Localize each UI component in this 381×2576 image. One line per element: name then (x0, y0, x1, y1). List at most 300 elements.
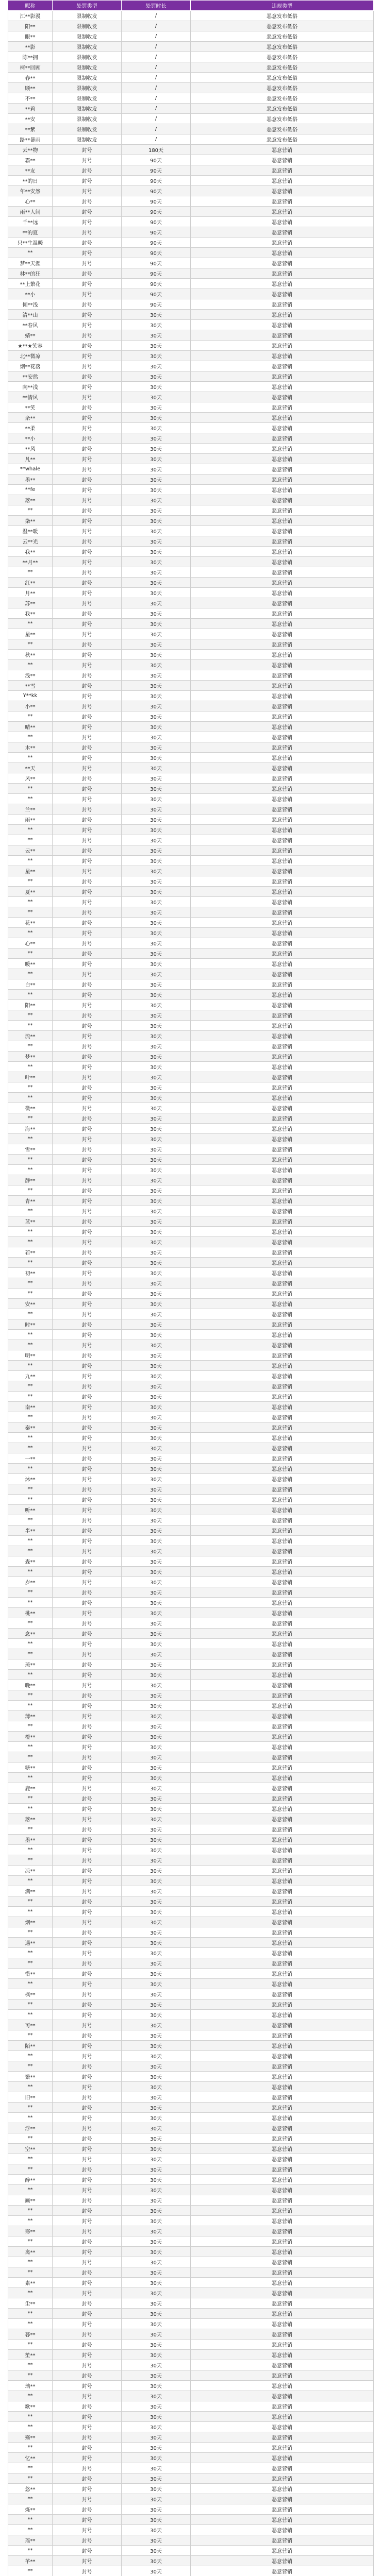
duration-cell: 90天 (122, 268, 191, 279)
punish-type-cell: 封号 (53, 794, 122, 804)
punish-type-cell: 封号 (53, 1041, 122, 1052)
punish-type-cell: 封号 (53, 1021, 122, 1031)
violation-type-cell: 恶意营销 (191, 207, 374, 217)
violation-type-cell: 恶意营销 (191, 2370, 374, 2381)
table-row (8, 2515, 374, 2525)
punish-type-cell: 封号 (53, 2113, 122, 2123)
table-row (8, 2123, 374, 2133)
punish-type-cell: 封号 (53, 423, 122, 433)
violation-type-cell: 恶意营销 (191, 557, 374, 567)
nickname-cell: ** (8, 2412, 53, 2422)
duration-cell: 30天 (122, 2525, 191, 2535)
punish-type-cell: 封号 (53, 1587, 122, 1598)
violation-type-cell: 恶意营销 (191, 753, 374, 763)
duration-cell: 90天 (122, 165, 191, 176)
punish-type-cell: 封号 (53, 1134, 122, 1144)
nickname-cell: ** (8, 1546, 53, 1556)
punish-type-cell: 封号 (53, 2247, 122, 2257)
table-row (8, 578, 374, 588)
violation-type-cell: 恶意营销 (191, 1969, 374, 1979)
nickname-cell: ** (8, 2463, 53, 2473)
duration-cell: 30天 (122, 1464, 191, 1474)
nickname-cell: ** (8, 1999, 53, 2010)
duration-cell: 30天 (122, 1824, 191, 1835)
violation-type-cell: 恶意营销 (191, 2453, 374, 2463)
punish-type-cell: 封号 (53, 887, 122, 897)
table-row (8, 2288, 374, 2298)
duration-cell: 30天 (122, 650, 191, 660)
nickname-cell: ** (8, 2030, 53, 2041)
table-row (8, 1567, 374, 1577)
duration-cell: 30天 (122, 2133, 191, 2144)
punish-type-cell: 封号 (53, 1546, 122, 1556)
duration-cell: 30天 (122, 1402, 191, 1412)
violation-type-cell: 恶意营销 (191, 2247, 374, 2257)
nickname-cell: ** (8, 2473, 53, 2484)
nickname-cell: 月** (8, 588, 53, 598)
table-row (8, 186, 374, 196)
nickname-cell: ** (8, 2319, 53, 2329)
table-row (8, 1629, 374, 1639)
nickname-cell: ** (8, 2113, 53, 2123)
duration-cell: 30天 (122, 2309, 191, 2319)
violation-type-cell: 恶意营销 (191, 1546, 374, 1556)
punish-type-cell: 封号 (53, 1824, 122, 1835)
duration-cell: 30天 (122, 1762, 191, 1773)
violation-type-cell: 恶意营销 (191, 279, 374, 289)
nickname-cell: ** (8, 2103, 53, 2113)
table-row (8, 2092, 374, 2103)
duration-cell: 30天 (122, 1144, 191, 1155)
nickname-cell: ** (8, 1979, 53, 1989)
punish-type-cell: 封号 (53, 330, 122, 341)
duration-cell: 30天 (122, 1886, 191, 1896)
nickname-cell: 花** (8, 918, 53, 928)
duration-cell: 90天 (122, 196, 191, 207)
table-row (8, 784, 374, 794)
violation-type-cell: 恶意发布低俗 (191, 21, 374, 31)
violation-type-cell: 恶意营销 (191, 1670, 374, 1680)
table-row (8, 2185, 374, 2195)
duration-cell: 30天 (122, 505, 191, 516)
violation-type-cell: 恶意营销 (191, 2103, 374, 2113)
nickname-cell: **柔 (8, 423, 53, 433)
table-row (8, 2463, 374, 2473)
punish-type-cell: 封号 (53, 176, 122, 186)
punish-type-cell: 封号 (53, 2340, 122, 2350)
table-row (8, 1381, 374, 1392)
violation-type-cell: 恶意营销 (191, 155, 374, 165)
punish-type-cell: 封号 (53, 2020, 122, 2030)
table-row (8, 1041, 374, 1052)
violation-type-cell: 恶意营销 (191, 1896, 374, 1907)
nickname-cell: ** (8, 1701, 53, 1711)
table-row (8, 691, 374, 701)
table-row (8, 1216, 374, 1227)
punish-type-cell: 封号 (53, 1783, 122, 1793)
table-row (8, 1979, 374, 1989)
violation-type-cell: 恶意营销 (191, 1598, 374, 1608)
punish-type-cell: 封号 (53, 711, 122, 722)
violation-type-cell: 恶意营销 (191, 629, 374, 639)
punish-type-cell: 封号 (53, 1062, 122, 1072)
table-row (8, 1474, 374, 1484)
violation-type-cell: 恶意营销 (191, 1196, 374, 1206)
duration-cell: 30天 (122, 2360, 191, 2370)
violation-type-cell: 恶意营销 (191, 1762, 374, 1773)
nickname-cell: 路**暴雨 (8, 134, 53, 145)
punish-type-cell: 封号 (53, 413, 122, 423)
punish-type-cell: 封号 (53, 2370, 122, 2381)
table-row (8, 1124, 374, 1134)
table-row (8, 2267, 374, 2278)
duration-cell: 30天 (122, 815, 191, 825)
table-row (8, 1598, 374, 1608)
duration-cell: 30天 (122, 1608, 191, 1618)
violation-type-cell: 恶意营销 (191, 444, 374, 454)
punish-type-cell: 封号 (53, 186, 122, 196)
nickname-cell: **小 (8, 433, 53, 444)
duration-cell: 30天 (122, 2412, 191, 2422)
violation-type-cell: 恶意营销 (191, 794, 374, 804)
nickname-cell: 寒** (8, 2226, 53, 2236)
violation-type-cell: 恶意营销 (191, 959, 374, 969)
table-body (8, 11, 374, 2576)
punish-type-cell: 封号 (53, 567, 122, 578)
nickname-cell: ** (8, 2061, 53, 2072)
punish-type-cell: 封号 (53, 1876, 122, 1886)
duration-cell: 30天 (122, 773, 191, 784)
nickname-cell: 柒** (8, 516, 53, 526)
nickname-cell: ** (8, 1495, 53, 1505)
table-row (8, 1237, 374, 1247)
violation-type-cell: 恶意营销 (191, 495, 374, 505)
violation-type-cell: 恶意营销 (191, 1155, 374, 1165)
punish-type-cell: 封号 (53, 1608, 122, 1618)
punish-type-cell: 封号 (53, 402, 122, 413)
table-row (8, 1278, 374, 1289)
punish-type-cell: 封号 (53, 1732, 122, 1742)
punish-type-cell: 封号 (53, 1093, 122, 1103)
violation-type-cell: 恶意营销 (191, 1824, 374, 1835)
nickname-cell: ** (8, 2216, 53, 2226)
nickname-cell: 画** (8, 2195, 53, 2206)
violation-type-cell: 恶意发布低俗 (191, 104, 374, 114)
duration-cell: 30天 (122, 310, 191, 320)
punish-type-cell: 封号 (53, 505, 122, 516)
table-row (8, 979, 374, 990)
table-row (8, 1958, 374, 1969)
nickname-cell: 墨** (8, 474, 53, 485)
punish-type-cell: 封号 (53, 1422, 122, 1433)
violation-type-cell: 恶意营销 (191, 1773, 374, 1783)
punish-type-cell: 封号 (53, 2226, 122, 2236)
duration-cell: 30天 (122, 1649, 191, 1659)
punish-type-cell: 封号 (53, 804, 122, 815)
violation-type-cell: 恶意营销 (191, 1927, 374, 1938)
table-row (8, 2494, 374, 2504)
punish-type-cell: 封号 (53, 444, 122, 454)
nickname-cell: ** (8, 784, 53, 794)
punish-type-cell: 封号 (53, 2329, 122, 2340)
violation-type-cell: 恶意营销 (191, 1793, 374, 1804)
violation-type-cell: 恶意营销 (191, 1886, 374, 1896)
punish-type-cell: 封号 (53, 2123, 122, 2133)
table-row (8, 217, 374, 227)
violation-type-cell: 恶意营销 (191, 1835, 374, 1845)
duration-cell: 30天 (122, 2051, 191, 2061)
violation-type-cell: 恶意营销 (191, 2432, 374, 2443)
table-row (8, 1412, 374, 1422)
violation-type-cell: 恶意营销 (191, 691, 374, 701)
nickname-cell: 云**物 (8, 145, 53, 155)
duration-cell: 30天 (122, 1989, 191, 1999)
table-row (8, 2010, 374, 2020)
table-row (8, 1804, 374, 1814)
nickname-cell: 沐** (8, 1474, 53, 1484)
duration-cell: 30天 (122, 588, 191, 598)
violation-type-cell: 恶意营销 (191, 165, 374, 176)
table-row (8, 2072, 374, 2082)
duration-cell: 30天 (122, 2546, 191, 2556)
punish-type-cell: 封号 (53, 1948, 122, 1958)
duration-cell: 30天 (122, 1835, 191, 1845)
table-row (8, 1134, 374, 1144)
table-row (8, 361, 374, 371)
nickname-cell: 时** (8, 1319, 53, 1330)
duration-cell: 30天 (122, 2298, 191, 2309)
punish-type-cell: 封号 (53, 1896, 122, 1907)
table-row (8, 227, 374, 238)
table-row (8, 2370, 374, 2381)
punish-type-cell: 限制收发 (53, 11, 122, 21)
violation-type-cell: 恶意营销 (191, 2061, 374, 2072)
nickname-cell: 烟**花落 (8, 361, 53, 371)
nickname-cell: ** (8, 1896, 53, 1907)
nickname-cell: ** (8, 1041, 53, 1052)
punish-type-cell: 封号 (53, 2082, 122, 2092)
nickname-cell: ** (8, 2370, 53, 2381)
violation-type-cell: 恶意营销 (191, 1124, 374, 1134)
violation-type-cell: 恶意营销 (191, 1989, 374, 1999)
punish-type-cell: 封号 (53, 1299, 122, 1309)
violation-type-cell: 恶意营销 (191, 887, 374, 897)
nickname-cell: 杂** (8, 413, 53, 423)
nickname-cell: ** (8, 1876, 53, 1886)
nickname-cell: ** (8, 1165, 53, 1175)
violation-type-cell: 恶意发布低俗 (191, 11, 374, 21)
table-row (8, 1711, 374, 1721)
punish-type-cell: 限制收发 (53, 52, 122, 62)
duration-cell: 30天 (122, 2319, 191, 2329)
violation-type-cell: 恶意营销 (191, 227, 374, 238)
nickname-cell: **fe (8, 485, 53, 495)
duration-cell: 30天 (122, 1804, 191, 1814)
table-row (8, 52, 374, 62)
violation-type-cell: 恶意营销 (191, 1175, 374, 1185)
punish-type-cell: 封号 (53, 897, 122, 907)
nickname-cell: 素** (8, 2278, 53, 2288)
punish-type-cell: 封号 (53, 1938, 122, 1948)
nickname-cell: 云** (8, 845, 53, 856)
nickname-cell: 墨** (8, 1835, 53, 1845)
table-row (8, 1927, 374, 1938)
violation-type-cell: 恶意营销 (191, 1422, 374, 1433)
table-row (8, 258, 374, 268)
duration-cell: 30天 (122, 1814, 191, 1824)
nickname-cell: **春风 (8, 320, 53, 330)
nickname-cell: ** (8, 2082, 53, 2092)
violation-type-cell: 恶意营销 (191, 1072, 374, 1082)
table-row (8, 1371, 374, 1381)
duration-cell: 30天 (122, 794, 191, 804)
duration-cell: 30天 (122, 1742, 191, 1752)
duration-cell: 30天 (122, 1876, 191, 1886)
violation-type-cell: 恶意营销 (191, 897, 374, 907)
violation-type-cell: 恶意营销 (191, 2566, 374, 2576)
punish-type-cell: 限制收发 (53, 134, 122, 145)
violation-type-cell: 恶意营销 (191, 2123, 374, 2133)
nickname-cell: 晴** (8, 722, 53, 732)
duration-cell: 30天 (122, 711, 191, 722)
nickname-cell: ** (8, 2515, 53, 2525)
violation-type-cell: 恶意营销 (191, 948, 374, 959)
nickname-cell: ** (8, 1670, 53, 1680)
duration-cell: 30天 (122, 1062, 191, 1072)
punish-type-cell: 封号 (53, 1175, 122, 1185)
duration-cell: 30天 (122, 2092, 191, 2103)
nickname-cell: 凡** (8, 454, 53, 464)
table-row (8, 2175, 374, 2185)
punish-type-cell: 封号 (53, 1392, 122, 1402)
nickname-cell: ** (8, 1721, 53, 1732)
table-row (8, 681, 374, 691)
header-violation-type: 违规类型 (191, 1, 374, 11)
table-row (8, 845, 374, 856)
punish-type-cell: 封号 (53, 1144, 122, 1155)
punish-type-cell: 封号 (53, 165, 122, 176)
nickname-cell: 微** (8, 1103, 53, 1113)
table-row (8, 2525, 374, 2535)
duration-cell: 30天 (122, 1474, 191, 1484)
table-row (8, 2484, 374, 2494)
violation-type-cell: 恶意营销 (191, 341, 374, 351)
duration-cell: 30天 (122, 1866, 191, 1876)
duration-cell: 90天 (122, 299, 191, 310)
violation-type-cell: 恶意营销 (191, 1484, 374, 1495)
table-row (8, 1526, 374, 1536)
duration-cell: 30天 (122, 1495, 191, 1505)
table-row (8, 1464, 374, 1474)
punish-type-cell: 封号 (53, 2401, 122, 2412)
violation-type-cell: 恶意营销 (191, 1330, 374, 1340)
nickname-cell: 江**影漫 (8, 11, 53, 21)
punish-type-cell: 封号 (53, 145, 122, 155)
duration-cell: 30天 (122, 2236, 191, 2247)
duration-cell: 30天 (122, 1659, 191, 1670)
table-row (8, 2020, 374, 2030)
header-duration: 处罚时长 (122, 1, 191, 11)
punish-type-cell: 封号 (53, 1330, 122, 1340)
punish-type-cell: 封号 (53, 2309, 122, 2319)
violation-type-cell: 恶意营销 (191, 1732, 374, 1742)
nickname-cell: ** (8, 2133, 53, 2144)
duration-cell: 30天 (122, 2206, 191, 2216)
table-row (8, 516, 374, 526)
violation-type-cell: 恶意发布低俗 (191, 134, 374, 145)
table-row (8, 1062, 374, 1072)
punish-type-cell: 封号 (53, 773, 122, 784)
duration-cell: 30天 (122, 918, 191, 928)
table-row (8, 454, 374, 464)
table-row (8, 959, 374, 969)
violation-type-cell: 恶意营销 (191, 1062, 374, 1072)
punish-type-cell: 封号 (53, 2236, 122, 2247)
duration-cell: 30天 (122, 567, 191, 578)
table-row (8, 2566, 374, 2576)
punish-type-cell: 封号 (53, 2051, 122, 2061)
table-row (8, 1330, 374, 1340)
duration-cell: 30天 (122, 629, 191, 639)
nickname-cell: ** (8, 825, 53, 835)
nickname-cell: 薄** (8, 1711, 53, 1721)
violation-type-cell: 恶意营销 (191, 2082, 374, 2092)
nickname-cell: **影 (8, 42, 53, 52)
violation-type-cell: 恶意营销 (191, 979, 374, 990)
nickname-cell: ** (8, 2566, 53, 2576)
duration-cell: 30天 (122, 1556, 191, 1567)
punish-type-cell: 封号 (53, 2556, 122, 2566)
violation-type-cell: 恶意营销 (191, 196, 374, 207)
nickname-cell: ** (8, 794, 53, 804)
duration-cell: 30天 (122, 2278, 191, 2288)
punish-type-cell: 封号 (53, 1577, 122, 1587)
table-row (8, 907, 374, 918)
duration-cell: 30天 (122, 1793, 191, 1804)
table-row (8, 207, 374, 217)
duration-cell: 30天 (122, 907, 191, 918)
table-row (8, 145, 374, 155)
punish-type-cell: 封号 (53, 1237, 122, 1247)
table-row (8, 155, 374, 165)
punish-type-cell: 封号 (53, 2412, 122, 2422)
table-row (8, 701, 374, 711)
nickname-cell: 听** (8, 1505, 53, 1515)
table-row (8, 2401, 374, 2412)
punish-type-cell: 封号 (53, 258, 122, 268)
punish-type-cell: 封号 (53, 341, 122, 351)
nickname-cell: 林**的狂 (8, 268, 53, 279)
violation-type-cell: 恶意营销 (191, 1340, 374, 1350)
nickname-cell: 雨** (8, 815, 53, 825)
punish-type-cell: 封号 (53, 1866, 122, 1876)
nickname-cell: ** (8, 1824, 53, 1835)
punish-type-cell: 封号 (53, 1793, 122, 1804)
duration-cell: 30天 (122, 1958, 191, 1969)
table-row (8, 876, 374, 887)
nickname-cell: 暮** (8, 2329, 53, 2340)
violation-type-cell: 恶意营销 (191, 2360, 374, 2370)
punish-type-cell: 封号 (53, 2453, 122, 2463)
nickname-cell: 九** (8, 1371, 53, 1381)
nickname-cell: ** (8, 1443, 53, 1453)
punish-type-cell: 封号 (53, 1659, 122, 1670)
table-row (8, 1392, 374, 1402)
nickname-cell: 星** (8, 866, 53, 876)
violation-type-cell: 恶意营销 (191, 2340, 374, 2350)
duration-cell: 90天 (122, 186, 191, 196)
nickname-cell: 琉** (8, 1659, 53, 1670)
